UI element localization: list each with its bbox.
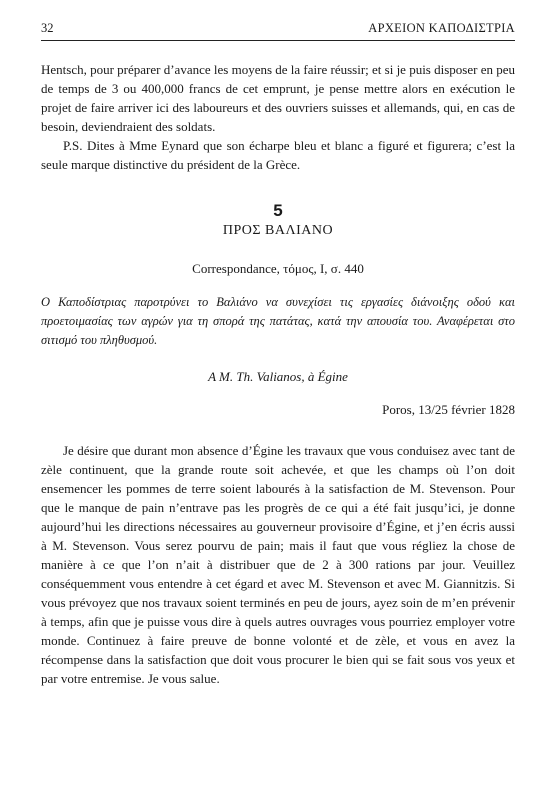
page-number: 32 (41, 21, 54, 35)
dateline: Poros, 13/25 février 1828 (382, 402, 515, 417)
running-head (41, 21, 515, 37)
continuation-paragraph: Hentsch, pour préparer d’avance les moyens de la faire réussir; et si je puis disposer en peu de temps de 3 ou 400,000 francs de cet emprunt, je pense mettre alors en exécution le projet de faire arriver ici des laboureurs et des ouvriers suisses et allemands, qui, en cas de besoin, deviendraient des soldats. (41, 62, 515, 134)
source-reference: Correspondance, τόμος, I, σ. 440 (192, 261, 364, 276)
document-number: 5 (273, 201, 283, 220)
postscript-paragraph: P.S. Dites à Mme Eynard que son écharpe bleu et blanc a figuré et figurera; c’est la seule marque distinctive du président de la Grèce. (41, 138, 515, 172)
letter-body: Je désire que durant mon absence d’Égine les travaux que vous conduisez avec tant de zèle continuent, que la grande route soit achevée, et que les champs où l’on doit ensemencer les pommes de terre soient labourés à la satisfaction de M. Stevenson. Pour que le manque de pain n’entrave pas les progrès de ce qui a été fait jusqu’ici, je donne aujourd’hui les directions nécessaires au gouverneur provisoire d’Égine, et j’en écris aussi à M. Stevenson. Vous serez pourvu de pain; mais il faut que vous régliez la chose de manière à ce que l’on n’ait à distribuer que de 2 à 300 rations par jour. Veuillez conséquemment vous entendre à cet égard et avec M. Stevenson et avec M. Giannitzis. Si vous prévoyez que nos travaux soient terminés en peu de jours, ayez soin de m’en prévenir à temps, afin que je puisse vous dire à quels autres ouvrages vous pourriez employer votre monde. Continuez à faire preuve de bonne volonté et de zèle, et vous en avez la récompense dans la satisfaction que doit vous procurer le bien qui se fait sous vos yeux et par votre entremise. Je vous salue. (41, 443, 515, 686)
header-rule (41, 40, 515, 41)
document-title: ΠΡΟΣ ΒΑΛΙΑΝΟ (222, 223, 334, 238)
addressee-line: A M. Th. Valianos, à Égine (208, 369, 348, 384)
running-title: ΑΡΧΕΙΟΝ ΚΑΠΟΔΙΣΤΡΙΑ (368, 21, 515, 35)
greek-summary: Ο Καποδίστριας παροτρύνει το Βαλιάνο να συνεχίσει τις εργασίες διάνοιξης οδού και προετοιμασίας των αγρών για τη σπορά της πατάτας, κατά την απουσία του. Αναφέρεται στο σιτισμό του πληθυσμού. (41, 295, 515, 347)
